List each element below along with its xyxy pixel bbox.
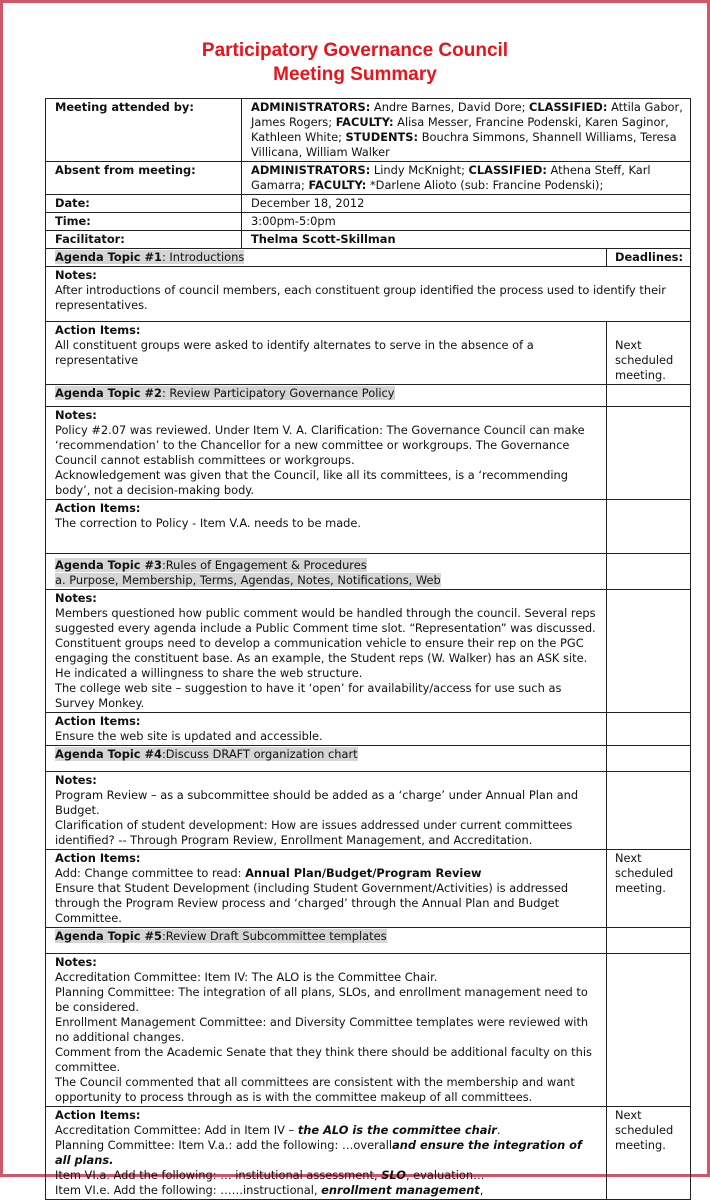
topic3-notes (46, 590, 691, 713)
topic5-notes-cell: Notes: Accreditation Committee: Item IV: The ALO is the Committee Chair. Planning Committee: The integration of all plans, SLOs, and enrollment management need to be considered. Enrollment Management Committee: and Diversity Committee templates were reviewed with no additional changes. Comment from the Academic Senate that they think there should be additional faculty on this committee. The Council commented that all committees are consistent with the membership and want opportunity to process through as is with the committee makeup of all committees. (46, 954, 607, 1107)
absent-value: ADMINISTRATORS: Lindy McKnight; CLASSIFIED: Athena Steff, Karl Gamarra; FACULTY: *Darlene Alioto (sub: Francine Podenski); (242, 162, 691, 195)
topic1-action (46, 322, 691, 385)
topic2-action-cell: Action Items: The correction to Policy - Item V.A. needs to be made. (46, 500, 607, 554)
topic5-notes-deadline (607, 954, 691, 1107)
topic3-header (46, 554, 691, 590)
topic4-notes-cell: Notes: Program Review – as a subcommittee should be added as a ‘charge’ under Annual Plan and Budget. Clarification of student development: How are issues addressed under current committees identified? -- Through Program Review, Enrollment Management, and Accreditation. (46, 772, 607, 850)
topic1-title: Agenda Topic #1: Introductions (46, 249, 607, 267)
topic2-header (46, 385, 691, 407)
date-value: December 18, 2012 (242, 195, 691, 213)
topic5-action-cell: Action Items: Accreditation Committee: Add in Item IV – the ALO is the committee chair. Planning Committee: Item V.a.: add the following: …overalland ensure the integration of all plans. Item VI.a. Add the following: … institutional assessment, SLO, evaluation… Item VI.e. Add the following: ……instructional, enrollment management, (46, 1107, 607, 1200)
topic1-header (46, 249, 691, 267)
topic4-header (46, 746, 691, 772)
absent-row (46, 162, 691, 195)
topic3-notes-cell: Notes: Members questioned how public comment would be handled through the council. Several reps suggested every agenda include a Public Comment time slot. “Representation” was discussed. Constituent groups need to develop a communication vehicle to ensure their rep on the PGC engaging the constituent base. As an example, the Student reps (W. Walker) has an ASK site. He indicated a willingness to share the web structure. The college web site – suggestion to have it ‘open’ for availability/access for use such as Survey Monkey. (46, 590, 607, 713)
topic3-deadline (607, 554, 691, 590)
meeting-summary-table (45, 98, 691, 1200)
topic4-action-cell: Action Items: Add: Change committee to read: Annual Plan/Budget/Program Review Ensure that Student Development (including Student Government/Activities) is addressed through the Program Review process and ‘charged’ through the Annual Plan and Budget Committee. (46, 850, 607, 928)
topic5-title: Agenda Topic #5:Review Draft Subcommittee templates (46, 928, 607, 954)
topic1-notes (46, 267, 691, 322)
topic2-action-deadline (607, 500, 691, 554)
topic1-action-cell: Action Items: All constituent groups were asked to identify alternates to serve in the absence of a representative (46, 322, 607, 385)
topic2-notes-deadline (607, 407, 691, 500)
topic4-notes (46, 772, 691, 850)
time-value: 3:00pm-5:0pm (242, 213, 691, 231)
topic3-title: Agenda Topic #3:Rules of Engagement & Procedures a. Purpose, Membership, Terms, Agendas, Notes, Notifications, Web (46, 554, 607, 590)
date-row (46, 195, 691, 213)
topic1-notes-cell: Notes: After introductions of council members, each constituent group identified the process used to identify their representatives. (46, 267, 691, 322)
time-label: Time: (46, 213, 242, 231)
absent-label: Absent from meeting: (46, 162, 242, 195)
deadlines-header: Deadlines: (607, 249, 691, 267)
topic2-deadline (607, 385, 691, 407)
topic5-action-deadline: Next scheduled meeting. (607, 1107, 691, 1200)
topic4-deadline (607, 746, 691, 772)
topic5-action (46, 1107, 691, 1200)
topic3-action (46, 713, 691, 746)
topic5-deadline (607, 928, 691, 954)
topic2-notes (46, 407, 691, 500)
attended-row (46, 99, 691, 162)
page-title: Participatory Governance Council (201, 40, 509, 61)
facilitator-row (46, 231, 691, 249)
topic4-notes-deadline (607, 772, 691, 850)
topic3-action-deadline (607, 713, 691, 746)
topic5-header (46, 928, 691, 954)
facilitator-value: Thelma Scott-Skillman (242, 231, 691, 249)
attended-value: ADMINISTRATORS: Andre Barnes, David Dore; CLASSIFIED: Attila Gabor, James Rogers; FACULTY: Alisa Messer, Francine Podenski, Karen Saginor, Kathleen White; STUDENTS: Bouchra Simmons, Shannell Williams, Teresa Villicana, William Walker (242, 99, 691, 162)
topic1-deadline: Next scheduled meeting. (607, 322, 691, 385)
topic3-action-cell: Action Items: Ensure the web site is updated and accessible. (46, 713, 607, 746)
topic2-title: Agenda Topic #2: Review Participatory Governance Policy (46, 385, 607, 407)
topic4-title: Agenda Topic #4:Discuss DRAFT organization chart (46, 746, 607, 772)
topic2-action (46, 500, 691, 554)
topic3-notes-deadline (607, 590, 691, 713)
topic4-action (46, 850, 691, 928)
page-subtitle: Meeting Summary (273, 64, 437, 85)
date-label: Date: (46, 195, 242, 213)
time-row (46, 213, 691, 231)
facilitator-label: Facilitator: (46, 231, 242, 249)
topic4-action-deadline: Next scheduled meeting. (607, 850, 691, 928)
attended-label: Meeting attended by: (46, 99, 242, 162)
topic2-notes-cell: Notes: Policy #2.07 was reviewed. Under Item V. A. Clarification: The Governance Council can make ‘recommendation’ to the Chancellor for a new committee or workgroups. The Governance Council cannot establish committees or workgroups. Acknowledgement was given that the Council, like all its committees, is a ‘recommending body’, not a decision-making body. (46, 407, 607, 500)
topic5-notes (46, 954, 691, 1107)
